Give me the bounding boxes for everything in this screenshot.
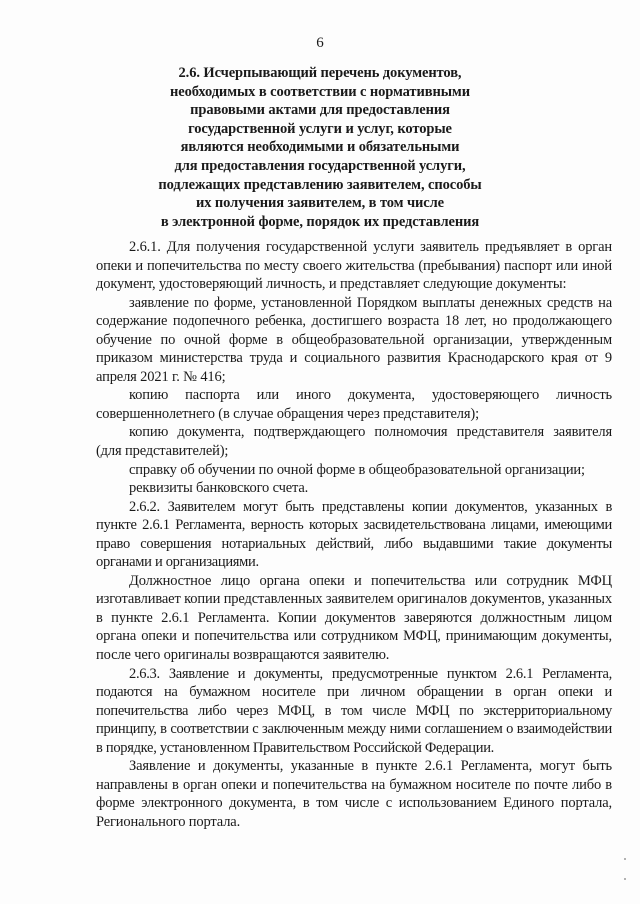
paragraph-submission: Заявление и документы, указанные в пункте 2.6.1 Регламента, могут быть направлены в орган опеки и попечительства на бумажном носителе по почте либо в форме электронного документа, в том числе с использованием Единого портала, Регионального портала. xyxy=(96,758,612,830)
heading-line: их получения заявителем, в том числе xyxy=(196,195,444,212)
page-number: 6 xyxy=(316,35,324,51)
heading-line: государственной услуги и услуг, которые xyxy=(188,120,452,137)
scan-artifact xyxy=(624,858,626,860)
paragraph-2-6-3: 2.6.3. Заявление и документы, предусмотренные пунктом 2.6.1 Регламента, подаются на бумажном носителе при личном обращении в орган опеки и попечительства либо через МФЦ, в том числе МФЦ по экстерриториальному принципу, в соответствии с заключенным между ними соглашением о взаимодействии в порядке, установленном Правительством Российской Федерации. xyxy=(96,665,612,756)
heading-line: в электронной форме, порядок их представления xyxy=(160,213,480,230)
paragraph-2-6-1: 2.6.1. Для получения государственной услуги заявитель предъявляет в орган опеки и попечительства по месту своего жительства (пребывания) паспорт или иной документ, удостоверяющий личность, и представляет следующие документы: xyxy=(96,239,612,293)
heading-line: подлежащих представлению заявителем, способы xyxy=(158,176,482,193)
paragraph-copies: Должностное лицо органа опеки и попечительства или сотрудник МФЦ изготавливает копии представленных заявителем оригиналов документов, указанных в пункте 2.6.1 Регламента. Копии документов заверяются должностным лицом органа опеки и попечительства или сотрудником МФЦ, принимающим документы, после чего оригиналы возвращаются заявителю. xyxy=(96,572,612,664)
heading-line: необходимых в соответствии с нормативными xyxy=(170,83,470,100)
list-item-application: заявление по форме, установленной Порядком выплаты денежных средств на содержание подопечного ребенка, достигшего возраста 18 лет, но продолжающего обучение по очной форме в общеобразовательной организации, утвержденным приказом министерства труда и социального развития Краснодарского края от 9 апреля 2021 г. № 416; xyxy=(96,294,612,385)
list-item-study-certificate: справку об обучении по очной форме в общеобразовательной организации; xyxy=(129,461,585,478)
document-body xyxy=(96,238,612,832)
section-heading xyxy=(140,64,500,231)
list-item-authority-copy: копию документа, подтверждающего полномочия представителя заявителя (для представителей); xyxy=(96,424,612,460)
heading-line: 2.6. Исчерпывающий перечень документов, xyxy=(178,65,462,81)
list-item-passport-copy: копию паспорта или иного документа, удостоверяющего личность совершеннолетнего (в случае обращения через представителя); xyxy=(96,387,612,422)
heading-line: для предоставления государственной услуги, xyxy=(174,157,466,174)
paragraph-2-6-2: 2.6.2. Заявителем могут быть представлены копии документов, указанных в пункте 2.6.1 Регламента, верность которых засвидетельствована лицами, имеющими право совершения нотариальных действий, либо выдавшими такие документы органами и организациями. xyxy=(96,498,612,571)
scan-artifact xyxy=(624,878,626,880)
heading-line: являются необходимыми и обязательными xyxy=(180,139,460,156)
list-item-bank-details: реквизиты банковского счета. xyxy=(129,480,309,497)
heading-line: правовыми актами для предоставления xyxy=(190,102,450,119)
